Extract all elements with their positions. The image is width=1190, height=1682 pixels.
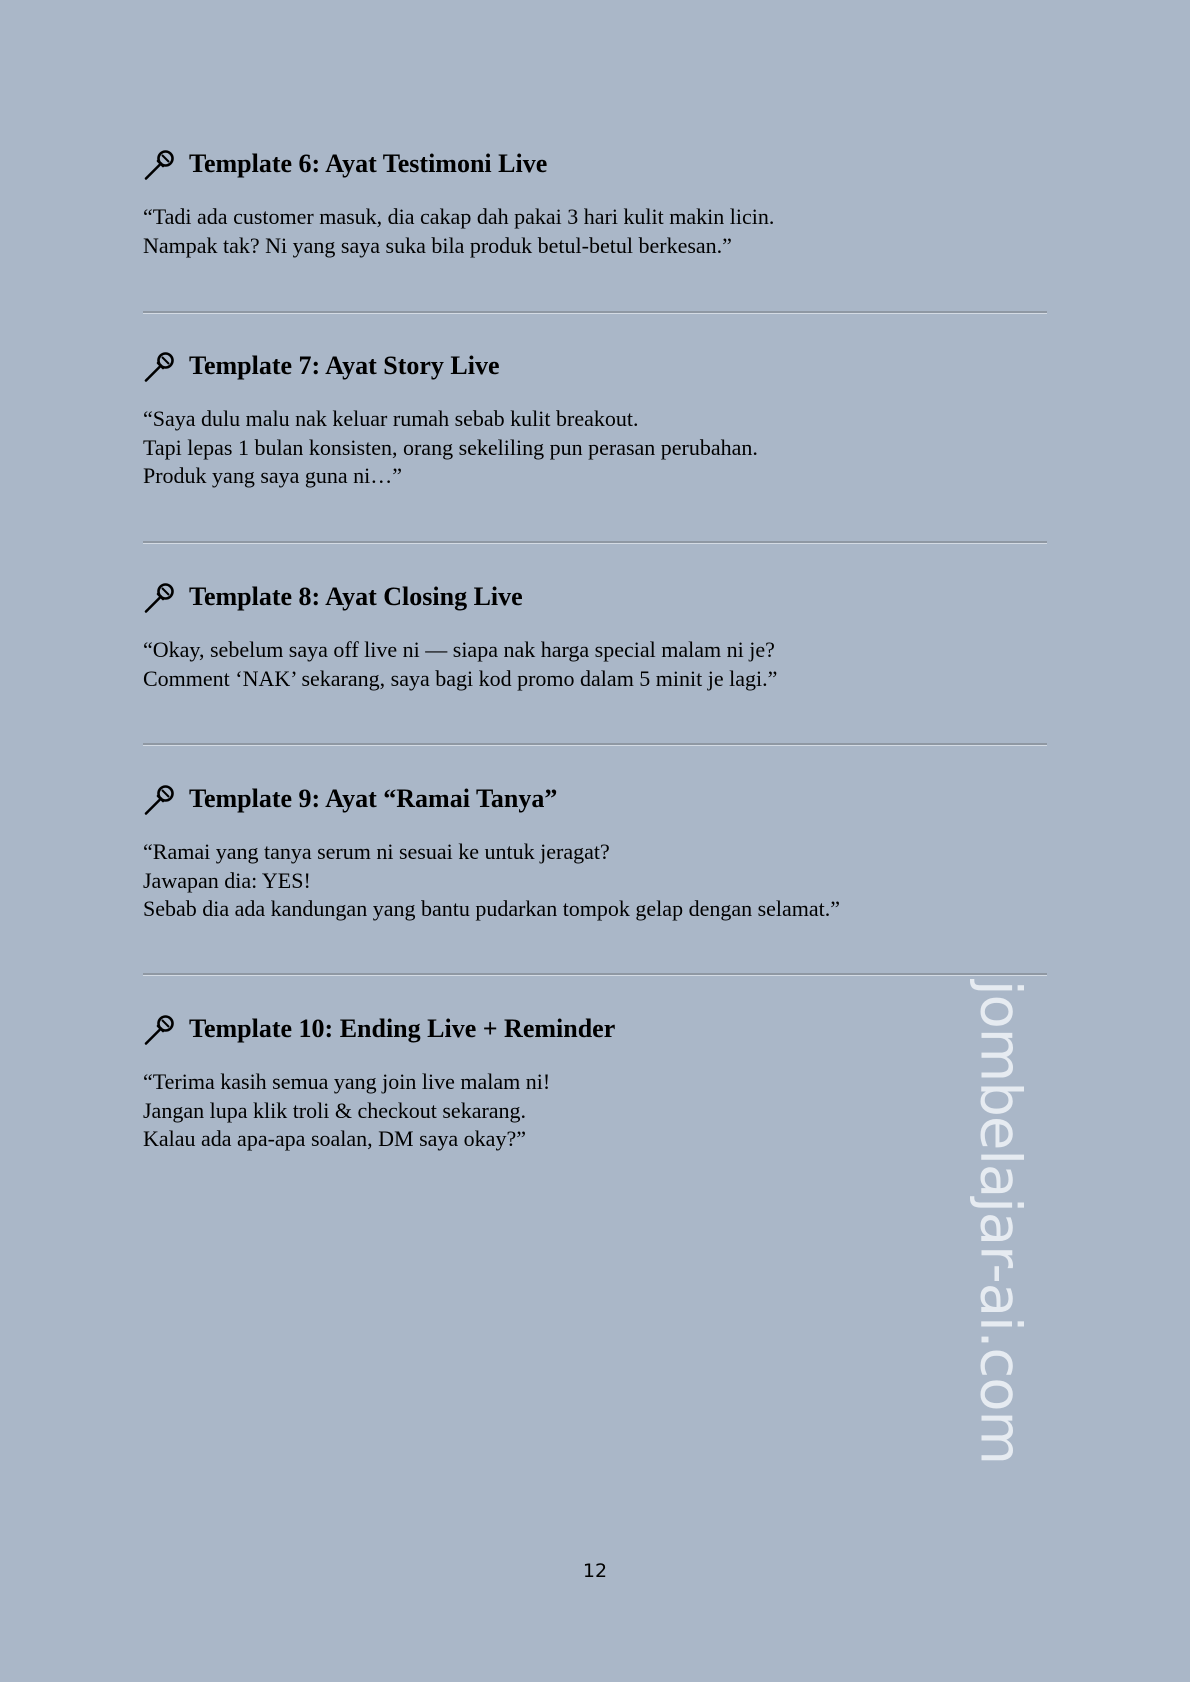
microphone-icon	[143, 580, 177, 614]
body-line: “Saya dulu malu nak keluar rumah sebab kulit breakout.	[143, 406, 639, 431]
body-line: Sebab dia ada kandungan yang bantu pudarkan tompok gelap dengan selamat.”	[143, 896, 841, 921]
template-heading	[143, 349, 1047, 383]
template-section	[143, 782, 1047, 924]
body-line: Jangan lupa klik troli & checkout sekarang.	[143, 1097, 527, 1123]
section-divider	[143, 541, 1047, 544]
template-heading	[143, 580, 1047, 614]
template-body	[143, 636, 1047, 693]
section-divider	[143, 743, 1047, 746]
body-line: “Okay, sebelum saya off live ni — siapa nak harga special malam ni je?	[143, 637, 775, 662]
microphone-icon	[143, 349, 177, 383]
watermark: jombelajar-ai.com	[967, 979, 1033, 1465]
template-section	[143, 147, 1047, 260]
body-line: Kalau ada apa-apa soalan, DM saya okay?”	[143, 1126, 526, 1151]
body-line: Nampak tak? Ni yang saya suka bila produk betul-betul berkesan.”	[143, 232, 732, 258]
template-section	[143, 580, 1047, 693]
template-body	[143, 405, 1047, 491]
body-line: Comment ‘NAK’ sekarang, saya bagi kod promo dalam 5 minit je lagi.”	[143, 665, 778, 691]
body-line: Tapi lepas 1 bulan konsisten, orang sekeliling pun perasan perubahan.	[143, 434, 758, 460]
template-title: Template 6: Ayat Testimoni Live	[189, 149, 548, 178]
template-title: Template 10: Ending Live + Reminder	[189, 1014, 616, 1043]
template-heading	[143, 147, 1047, 181]
template-heading	[143, 782, 1047, 816]
body-line: “Terima kasih semua yang join live malam ni!	[143, 1069, 551, 1094]
body-line: “Ramai yang tanya serum ni sesuai ke untuk jeragat?	[143, 839, 610, 864]
template-title: Template 9: Ayat “Ramai Tanya”	[189, 784, 558, 813]
template-section	[143, 349, 1047, 491]
template-section	[143, 1012, 1047, 1154]
page-number: 12	[582, 1560, 608, 1582]
microphone-icon	[143, 782, 177, 816]
body-line: Produk yang saya guna ni…”	[143, 463, 403, 488]
section-divider	[143, 973, 1047, 976]
template-title: Template 7: Ayat Story Live	[189, 351, 500, 380]
microphone-icon	[143, 147, 177, 181]
body-line: “Tadi ada customer masuk, dia cakap dah pakai 3 hari kulit makin licin.	[143, 204, 775, 229]
microphone-icon	[143, 1012, 177, 1046]
template-heading	[143, 1012, 1047, 1046]
body-line: Jawapan dia: YES!	[143, 867, 311, 893]
template-body	[143, 203, 1047, 260]
section-divider	[143, 311, 1047, 314]
template-body	[143, 838, 1047, 924]
template-body	[143, 1068, 1047, 1154]
template-title: Template 8: Ayat Closing Live	[189, 582, 523, 611]
